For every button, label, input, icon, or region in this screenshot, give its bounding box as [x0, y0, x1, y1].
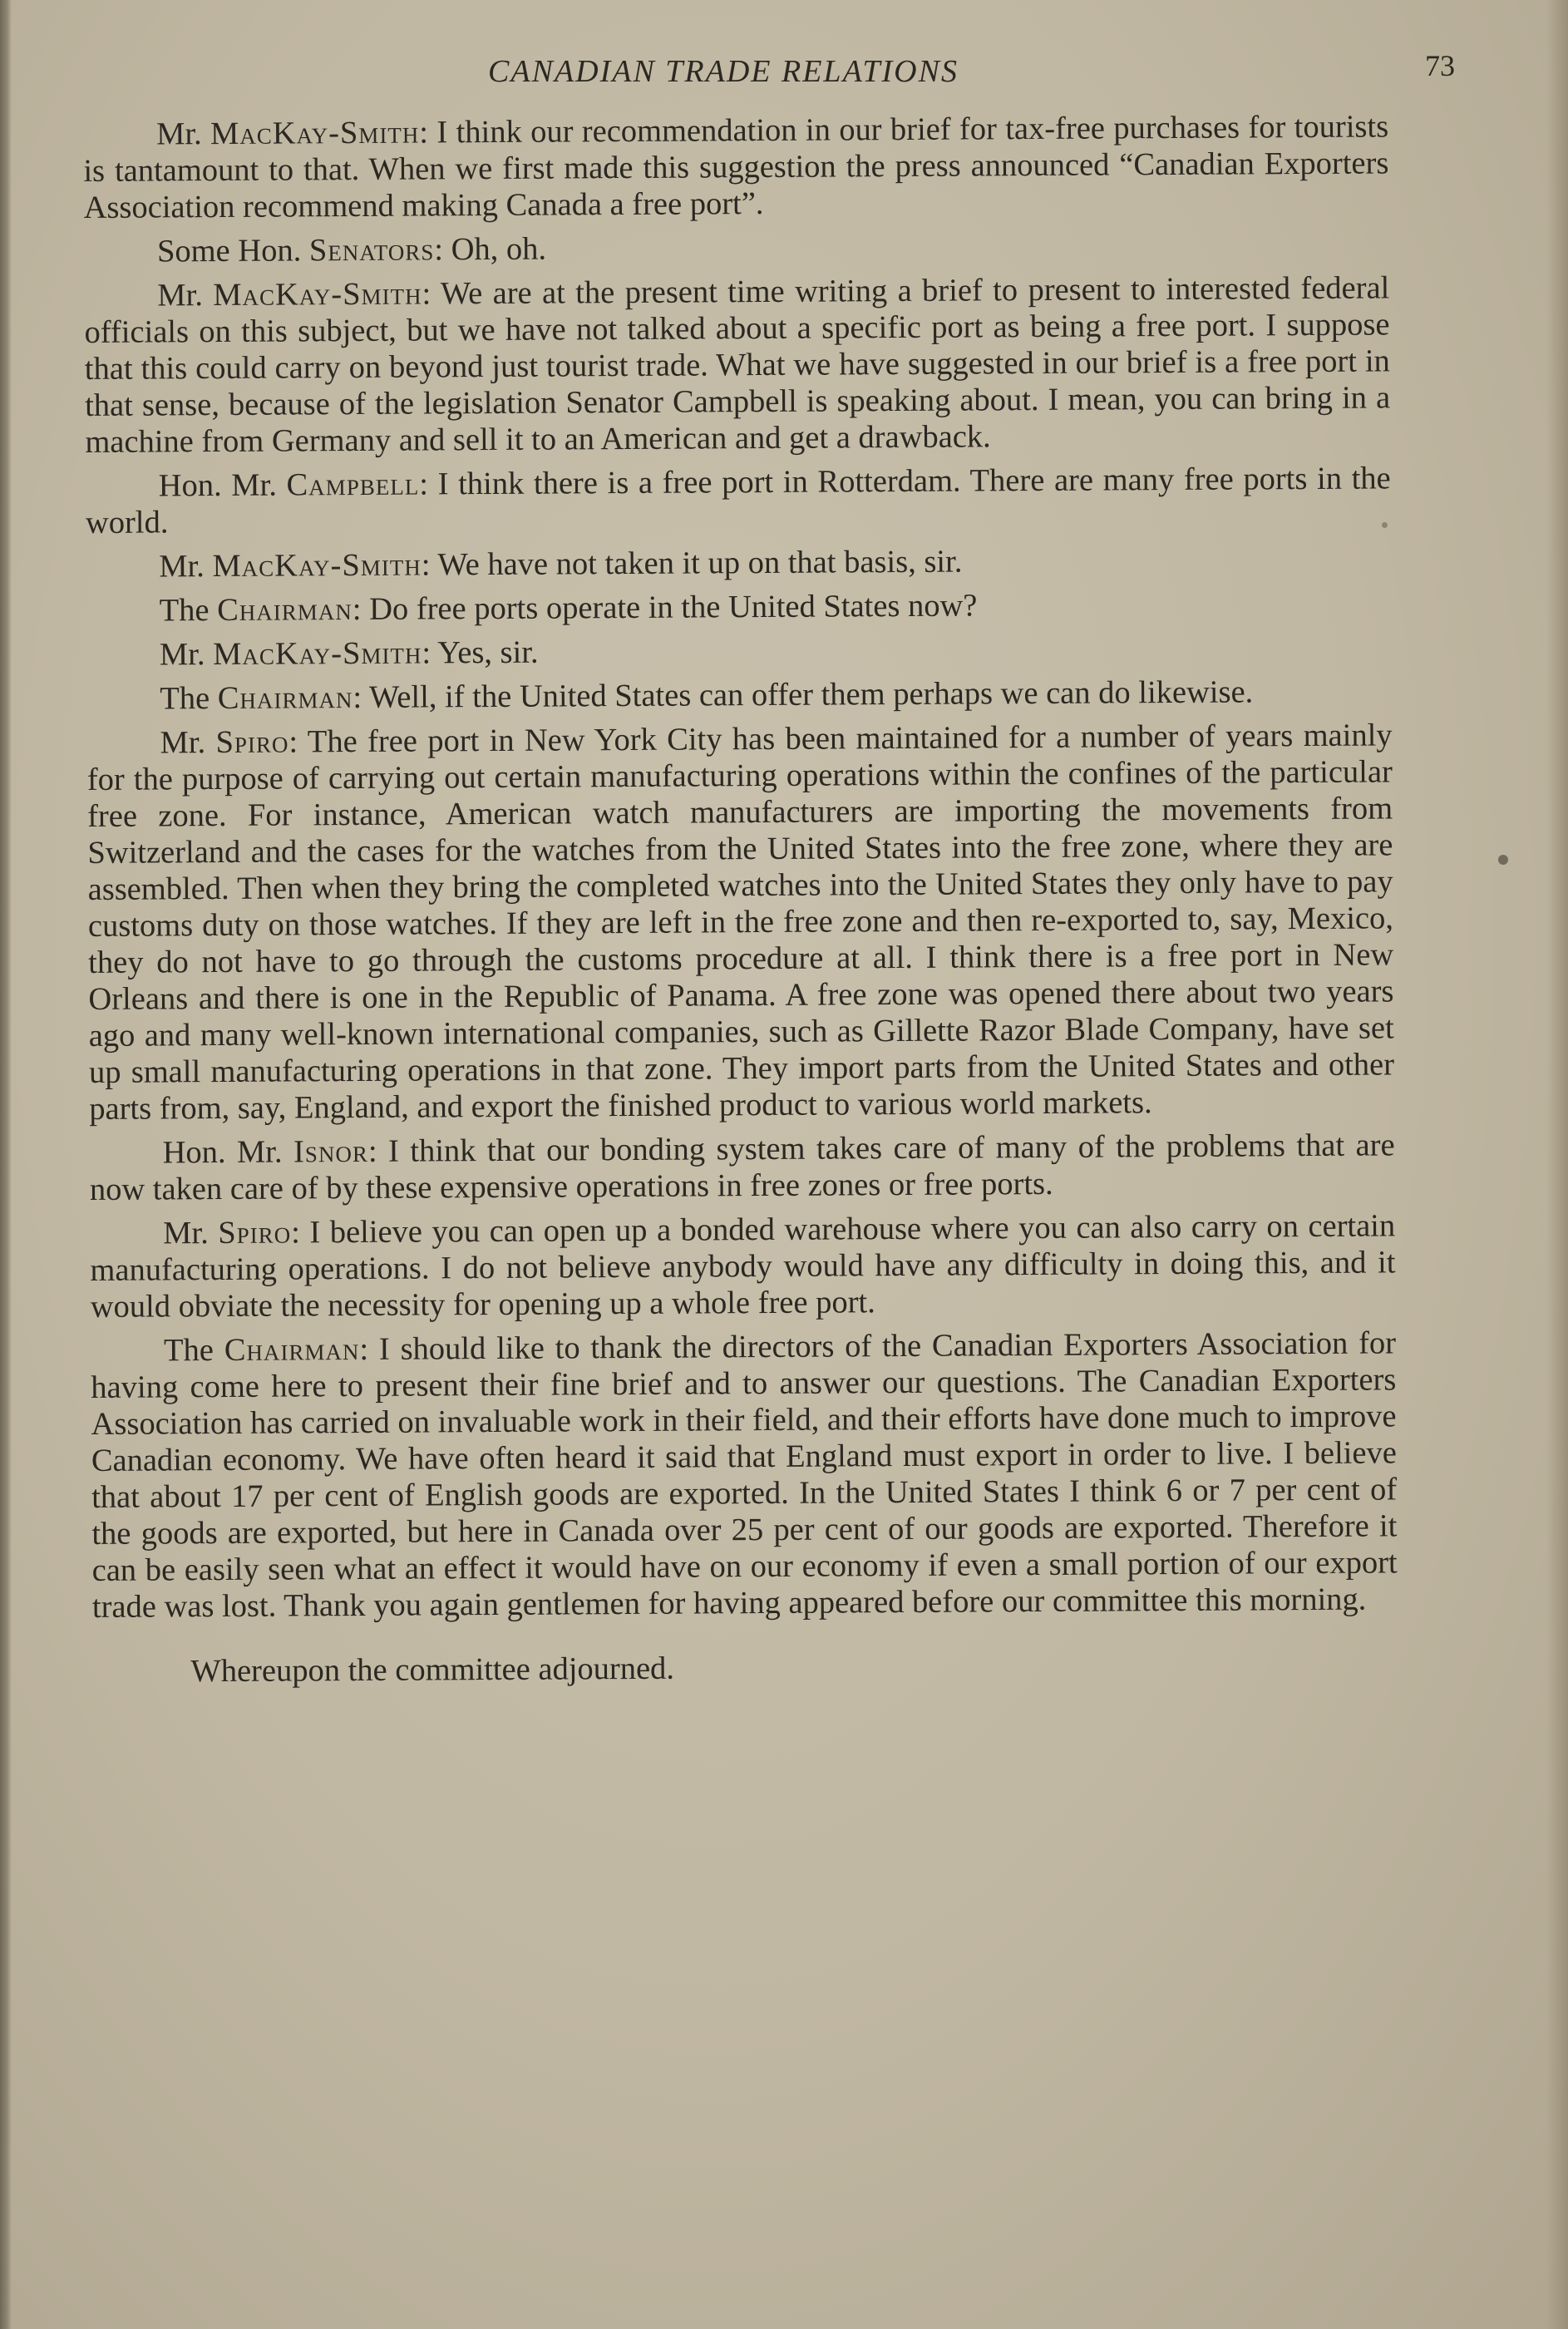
speaker-name: Spiro — [218, 1215, 292, 1251]
speaker-title: The — [159, 593, 210, 629]
speaker-title: Mr. — [156, 116, 202, 152]
speech-text: I should like to thank the directors of the Canadian Exporters Association for having come here to present their fine brief and to answer our questions. The Canadian Exporters Association has carried on invaluable work in their field, and their efforts have done much to improve Canadian economy. We have often heard it said that England must export in order to live. I believe that about 17 per cent of English goods are exported. In the United States I think 6 or 7 per cent of the goods are exported, but here in Canada over 25 per cent of our goods are exported. Therefore it can be easily seen what an effect it would have on our economy if even a small portion of our export trade was lost. Thank you again gentlemen for having appeared before our committee this morning. — [91, 1325, 1398, 1625]
speech-paragraph: Mr. MacKay-Smith: Yes, sir. — [159, 634, 539, 673]
speech-paragraph: The Chairman: I should like to thank the directors of the Canadian Exporters Association for having come here to present their fine brief and to answer our questions. The Canadian Exporters Association has carried on invaluable work in their field, and their efforts have done much to improve Canadian economy. We have often heard it said that England must export in order to live. I believe that about 17 per cent of English goods are exported. In the United States I think 6 or 7 per cent of the goods are exported, but here in Canada over 25 per cent of our goods are exported. Therefore it can be easily seen what an effect it would have on our economy if even a small portion of our export trade was lost. Thank you again gentlemen for having appeared before our committee this morning. — [91, 1325, 1398, 1625]
speaker-name: MacKay-Smith — [213, 635, 422, 673]
speaker-name: Spiro — [215, 724, 289, 761]
page-header — [83, 48, 1488, 98]
speaker-name: Chairman — [224, 1331, 360, 1368]
speech-text: We are at the present time writing a brief to present to interested federal officials on this subject, but we have not talked about a specific port as being a free port. I suppose that this could carry on beyond just tourist trade. What we have suggested in our brief is a free port in that sense, because of the legislation Senator Campbell is speaking about. I mean, you can bring in a machine from Germany and sell it to an American and get a drawback. — [84, 270, 1391, 460]
paper-speck — [1498, 855, 1508, 865]
speech-paragraph: Mr. MacKay-Smith: We are at the present time writing a brief to present to interested federal officials on this subject, but we have not talked about a specific port as being a free port. I suppose that this could carry on beyond just tourist trade. What we have suggested in our brief is a free port in that sense, because of the legislation Senator Campbell is speaking about. I mean, you can bring in a machine from Germany and sell it to an American and get a drawback. — [84, 270, 1391, 460]
page-number: 73 — [1425, 49, 1455, 82]
speech-text: The free port in New York City has been maintained for a number of years mainly for the purpose of carrying out certain manufacturing operations within the confines of the particular free zone. For instance, American watch manufacturers are importing the movements from Switzerland and the cases for the watches from the United States into the free zone, where they are assembled. Then when they bring the completed watches into the United States they only have to pay customs duty on those watches. If they are left in the free zone and then re-exported to, say, Mexico, they do not have to go through the customs procedure at all. I think there is a free port in New Orleans and there is one in the Republic of Panama. A free zone was opened there about two years ago and many well-known international companies, such as Gillette Razor Blade Company, have set up small manufacturing operations in that zone. They import parts from the United States and other parts from, say, England, and export the finished product to various world markets. — [86, 718, 1395, 1127]
speech-paragraph: Some Hon. Senators: Oh, oh. — [156, 231, 547, 269]
speaker-name: Chairman — [217, 680, 353, 717]
speech-paragraph: Mr. Spiro: I believe you can open up a bonded warehouse where you can also carry on certain manufacturing operations. I do not believe anybody would have any difficulty in doing this, and it would obviate the necessity for opening up a whole free port. — [90, 1208, 1396, 1325]
speaker-name: MacKay-Smith — [210, 115, 420, 152]
speaker-title: Hon. Mr. — [158, 467, 277, 504]
transcript-body — [83, 108, 1398, 1698]
paper-speck — [1382, 522, 1388, 528]
speech-text: I think that our bonding system takes care of many of the problems that are now taken care of by these expensive operations in free zones or free ports. — [89, 1127, 1395, 1207]
speaker-name: Campbell — [286, 466, 420, 503]
speaker-title: Mr. — [159, 549, 205, 585]
speech-text: Oh, oh. — [451, 231, 547, 268]
speaker-title: The — [163, 1333, 214, 1369]
speaker-title: Mr. — [159, 637, 205, 673]
speech-paragraph: The Chairman: Do free ports operate in the United States now? — [159, 588, 978, 629]
speech-paragraph: Mr. Spiro: The free port in New York City has been maintained for a number of years mainly for the purpose of carrying out certain manufacturing operations within the confines of the particular free zone. For instance, American watch manufacturers are importing the movements from Switzerland and the cases for the watches from the United States into the free zone, where they are assembled. Then when they bring the completed watches into the United States they only have to pay customs duty on those watches. If they are left in the free zone and then re-exported to, say, Mexico, they do not have to go through the customs procedure at all. I think there is a free port in New Orleans and there is one in the Republic of Panama. A free zone was opened there about two years ago and many well-known international companies, such as Gillette Razor Blade Company, have set up small manufacturing operations in that zone. They import parts from the United States and other parts from, say, England, and export the finished product to various world markets. — [86, 718, 1395, 1127]
speaker-title: Mr. — [160, 725, 206, 761]
closing-line: Whereupon the committee adjourned. — [190, 1651, 675, 1690]
speaker-name: Isnor — [293, 1133, 369, 1170]
speaker-name: MacKay-Smith — [213, 276, 422, 313]
speech-paragraph: Hon. Mr. Isnor: I think that our bonding system takes care of many of the problems that are now taken care of by these expensive operations in free zones or free ports. — [89, 1127, 1395, 1207]
speech-paragraph: Mr. MacKay-Smith: We have not taken it up on that basis, sir. — [159, 544, 963, 585]
speaker-title: Hon. Mr. — [162, 1134, 283, 1171]
page-edge-shadow — [1546, 0, 1568, 2329]
speech-text: I believe you can open up a bonded warehouse where you can also carry on certain manufacturing operations. I do not believe anybody would have any difficulty in doing this, and it would obviate the necessity for opening up a whole free port. — [90, 1208, 1396, 1325]
speech-paragraph: The Chairman: Well, if the United States can offer them perhaps we can do likewise. — [160, 674, 1254, 717]
speech-paragraph: Hon. Mr. Campbell: I think there is a free port in Rotterdam. There are many free ports in the world. — [85, 461, 1391, 540]
running-title: CANADIAN TRADE RELATIONS — [488, 54, 959, 89]
speaker-title: Some Hon. — [156, 233, 302, 269]
speaker-name: MacKay-Smith — [212, 547, 422, 585]
speaker-name: Senators — [308, 232, 435, 269]
speech-text: Well, if the United States can offer them perhaps we can do likewise. — [368, 674, 1254, 715]
speech-text: I think our recommendation in our brief for tax-free purchases for tourists is tantamount to that. When we first made this suggestion the press announced “Canadian Exporters Association recommend making Canada a free port”. — [83, 109, 1389, 225]
speech-text: Do free ports operate in the United States now? — [369, 588, 978, 627]
speaker-title: Mr. — [163, 1216, 209, 1251]
speech-text: We have not taken it up on that basis, sir. — [437, 544, 963, 583]
speaker-title: Mr. — [157, 278, 204, 313]
page-spine-shadow — [0, 0, 12, 2329]
speech-text: I think there is a free port in Rotterdam. There are many free ports in the world. — [85, 461, 1391, 540]
speaker-title: The — [160, 681, 210, 717]
speech-paragraph: Mr. MacKay-Smith: I think our recommendation in our brief for tax-free purchases for tourists is tantamount to that. When we first made this suggestion the press announced “Canadian Exporters Association recommend making Canada a free port”. — [83, 109, 1389, 225]
speaker-name: Chairman — [216, 592, 353, 629]
speech-text: Yes, sir. — [437, 634, 539, 671]
